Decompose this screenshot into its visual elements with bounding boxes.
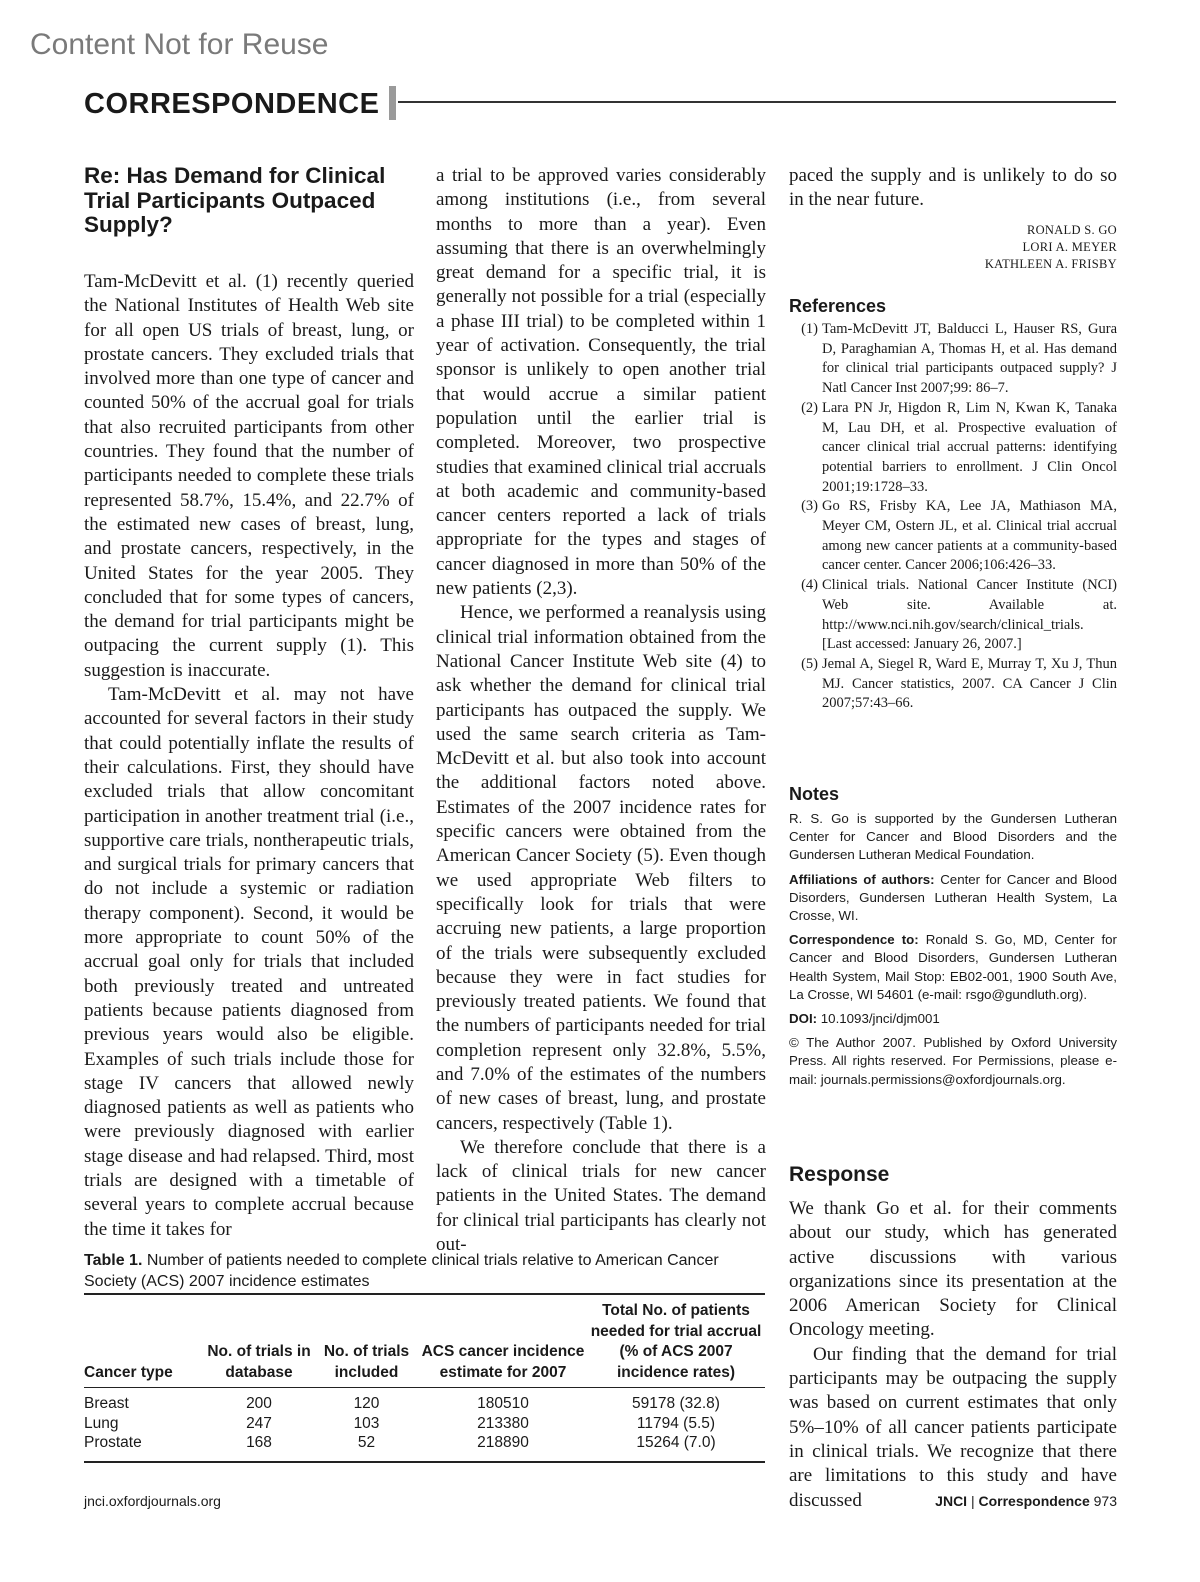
note-affiliations (789, 871, 1117, 926)
letter-paragraph: We therefore conclude that there is a lack of clinical trials for new cancer patients in the United States. The demand for clinical trial participants has clearly not out- (436, 1136, 766, 1256)
table-label: Table 1. (84, 1252, 143, 1269)
footer-url: jnci.oxfordjournals.org (84, 1493, 221, 1509)
table-cell: 247 (246, 1414, 272, 1432)
reference-text: Jemal A, Siegel R, Ward E, Murray T, Xu J, Thun MJ. Cancer statistics, 2007. CA Cancer J Clin 2007;57:43–66. (822, 655, 1117, 712)
column-header: No. of trials in database (204, 1294, 314, 1388)
letter-paragraph: Hence, we performed a reanalysis using clinical trial information obtained from the National Cancer Institute Web site (4) to ask whether the demand for clinical trial participants has outpaced the supply. We used the same search criteria as Tam-McDevitt et al. but also took into account the additional factors noted above. Estimates of the 2007 incidence rates for specific cancers were obtained from the American Cancer Society (5). Even though we used appropriate Web filters to specifically look for trials that were accruing new patients, a large proportion of the trials were subsequently excluded because they were in fact studies for previously treated patients. We found that the numbers of participants needed for trial completion represent only 32.8%, 5.5%, and 7.0% of the estimates of the numbers of new cases of breast, lung, and prostate cancers, respectively (Table 1). (436, 602, 766, 1134)
column-3-continuation (789, 164, 1117, 213)
reference-number: (1) (801, 321, 818, 337)
table-cell: 15264 (7.0) (636, 1434, 716, 1451)
note-label: DOI: (789, 1011, 818, 1027)
reference-number: (3) (801, 498, 818, 515)
letter-paragraph: paced the supply and is unlikely to do so in the near future. (789, 165, 1117, 211)
reference-text: Go RS, Frisby KA, Lee JA, Mathiason MA, Meyer CM, Ostern JL, et al. Clinical trial accrual among new cancer patients at a community-based cancer center. Cancer 2006;106:426–33. (822, 498, 1117, 574)
reference-number: (4) (801, 577, 818, 594)
reference-item (789, 576, 1117, 655)
response-heading: Response (789, 1163, 890, 1186)
table-caption-text: Number of patients needed to complete clinical trials relative to American Cancer Society (ACS) 2007 incidence estimates (84, 1252, 719, 1290)
table-row (84, 1414, 765, 1434)
note-text: 10.1093/jnci/djm001 (817, 1011, 940, 1027)
column-header: No. of trials included (314, 1294, 419, 1388)
table-cell: 180510 (477, 1395, 529, 1412)
letter-paragraph: Tam-McDevitt et al. (1) recently queried the National Institutes of Health Web site for all open US trials of breast, lung, or prostate cancers. They excluded trials that involved more than one type of cancer and counted 50% of the accrual goal for trials that also recruited participants from other countries. They found that the number of participants needed to complete these trials represented 58.7%, 15.4%, and 22.7% of the estimated new cases of breast, lung, and prostate cancers, respectively, in the United States for the year 2005. They concluded that for some types of cancers, the demand for trial participants might be outpacing the current supply (1). This suggestion is inaccurate. (84, 271, 414, 681)
footer-section: Correspondence (978, 1493, 1090, 1509)
heading-bar (389, 86, 396, 120)
reference-number: (2) (801, 399, 818, 416)
table-cell: Lung (84, 1414, 119, 1432)
author-name: RONALD S. GO (1026, 223, 1117, 237)
note-doi (789, 1010, 1117, 1028)
data-table (84, 1293, 765, 1463)
table-cell: 59178 (32.8) (632, 1395, 720, 1412)
reference-number: (5) (801, 655, 818, 672)
heading-rule (398, 101, 1116, 103)
reference-text: Clinical trials. National Cancer Institute (NCI) Web site. Available at. http://www.nci.nih.gov/search/clinical_trials. [Last accessed: January 26, 2007.] (822, 577, 1117, 653)
note-label: Affiliations of authors: (789, 871, 935, 887)
note-text: Ronald S. Go, MD, Center for Cancer and Blood Disorders, Gundersen Lutheran Health System, Mail Stop: EB02-001, 1900 South Ave, La Crosse, WI 54601 (e-mail: rsgo@gundluth.org). (789, 932, 1117, 1002)
reference-item (789, 320, 1117, 399)
column-header: Cancer type (84, 1294, 204, 1388)
page-number: 973 (1093, 1493, 1117, 1509)
note-label: Correspondence to: (789, 932, 919, 948)
column-2 (436, 164, 766, 1257)
note-text: Center for Cancer and Blood Disorders, Gundersen Lutheran Health System, La Crosse, WI. (789, 871, 1117, 924)
reference-item (789, 399, 1117, 498)
table-cell: 200 (246, 1395, 272, 1412)
author-list (880, 222, 1117, 273)
table-cell: 52 (357, 1434, 376, 1451)
table-row (84, 1388, 765, 1414)
author-name: KATHLEEN A. FRISBY (984, 257, 1117, 271)
letter-title: Re: Has Demand for Clinical Trial Participants Outpaced Supply? (84, 163, 386, 237)
column-1 (84, 270, 414, 1242)
response-paragraph: Our finding that the demand for trial participants may be outpacing the supply was based on current estimates that only 5%–10% of all cancer patients participate in clinical trials. We recognize that there are limitations to this study and have discussed (789, 1343, 1117, 1511)
watermark: Content Not for Reuse (30, 28, 329, 61)
table-cell: 11794 (5.5) (636, 1414, 716, 1432)
reference-text: Lara PN Jr, Higdon R, Lim N, Kwan K, Tanaka M, Lau DH, et al. Prospective evaluation of cancer clinical trial accrual patterns: identifying potential barriers to enrollment. J Clin Oncol 2001;19:1728–33. (822, 399, 1117, 495)
notes-block (789, 810, 1117, 1095)
reference-item (789, 655, 1117, 714)
column-header: Total No. of patients needed for trial accrual (% of ACS 2007 incidence rates) (587, 1294, 765, 1388)
table-header-row (84, 1294, 765, 1388)
author-name: LORI A. MEYER (1022, 240, 1117, 254)
table-row (84, 1433, 765, 1462)
column-header: ACS cancer incidence estimate for 2007 (419, 1294, 587, 1388)
footer-separator: | (970, 1493, 975, 1509)
letter-paragraph: a trial to be approved varies considerably among institutions (i.e., from several months to more than a year). Even assuming that there is an overwhelmingly great demand for a specific trial, it is generally not possible for a trial (especially a phase III trial) to be completed within 1 year of activation. Consequently, the trial sponsor is unlikely to open another trial that would accrue a similar patient population until the earlier trial is completed. Moreover, two prospective studies that examined clinical trial accruals at both academic and community-based cancer centers reported a lack of trials appropriate for the types and stages of cancer diagnosed in more than 50% of the new patients (2,3). (436, 165, 766, 600)
note-support: R. S. Go is supported by the Gundersen Lutheran Center for Cancer and Blood Disorders and the Gundersen Lutheran Medical Foundation. (789, 811, 1117, 863)
table-cell: 168 (246, 1434, 272, 1451)
note-copyright: © The Author 2007. Published by Oxford University Press. All rights reserved. For Permissions, please e-mail: journals.permissions@oxfordjournals.org. (789, 1035, 1117, 1087)
reference-text: Tam-McDevitt JT, Balducci L, Hauser RS, Gura D, Paraghamian A, Thomas H, et al. Has demand for clinical trial participants outpaced supply? J Natl Cancer Inst 2007;99: 86–7. (822, 321, 1117, 397)
notes-heading: Notes (789, 784, 840, 804)
section-heading: CORRESPONDENCE (84, 88, 380, 120)
table-cell: 213380 (477, 1414, 529, 1432)
response-body (789, 1197, 1117, 1513)
table-cell: 120 (353, 1395, 380, 1412)
letter-paragraph: Tam-McDevitt et al. may not have accounted for several factors in their study that could potentially inflate the results of their calculations. First, they should have excluded trials that allow concomitant participation in another treatment trial (i.e., supportive care trials, nontherapeutic trials, and surgical trials for primary cancers that do not include a systemic or radiation therapy component). Second, it would be more appropriate to count 50% of the accrual goal only for trials that included both previously treated and untreated patients because patients diagnosed from previous years would also be eligible. Examples of such trials include those for stage IV cancers that allowed newly diagnosed patients as well as patients who were previously diagnosed with earlier stage disease and had relapsed. Third, most trials are designed with a timetable of several years to complete accrual because the time it takes for (84, 684, 414, 1240)
table-cell: 218890 (477, 1434, 529, 1451)
references-list (789, 320, 1117, 714)
footer-journal: JNCI (935, 1493, 968, 1509)
references-heading: References (789, 296, 887, 316)
note-correspondence (789, 931, 1117, 1004)
table-caption (84, 1251, 724, 1292)
response-paragraph: We thank Go et al. for their comments about our study, which has generated active discussions with various organizations since its presentation at the 2006 American Society for Clinical Oncology meeting. (789, 1198, 1117, 1341)
table-cell: 103 (353, 1414, 380, 1432)
reference-item (789, 497, 1117, 576)
table-cell: Breast (84, 1395, 129, 1412)
footer-page-info (935, 1493, 1117, 1509)
table-cell: Prostate (84, 1434, 142, 1451)
